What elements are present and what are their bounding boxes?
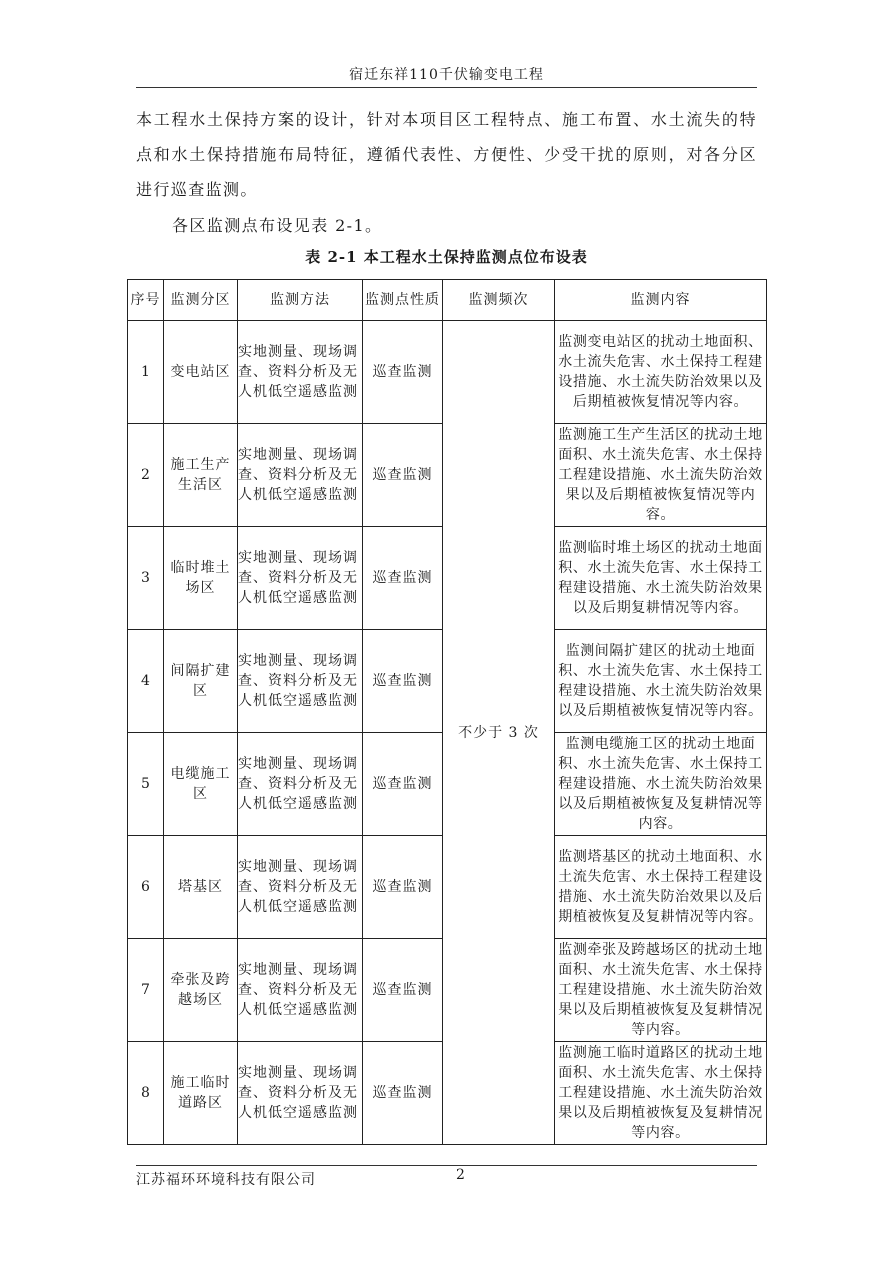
cell-content: 监测塔基区的扰动土地面积、水土流失危害、水土保持工程建设措施、水土流失防治效果以及后期植被恢复及复耕情况等内容。 (555, 836, 767, 939)
cell-seq: 4 (128, 630, 164, 733)
cell-method (238, 939, 363, 1042)
cell-nature: 巡查监测 (363, 321, 443, 424)
header-method: 监测方法 (238, 280, 363, 321)
cell-nature: 巡查监测 (363, 1042, 443, 1145)
header-zone: 监测分区 (164, 280, 238, 321)
cell-seq: 3 (128, 527, 164, 630)
cell-method (238, 527, 363, 630)
cell-method-text: 实地测量、现场调查、资料分析及无人机低空遥感监测 (238, 344, 358, 400)
cell-method-text: 实地测量、现场调查、资料分析及无人机低空遥感监测 (238, 859, 358, 915)
cell-nature: 巡查监测 (363, 939, 443, 1042)
cell-seq: 5 (128, 733, 164, 836)
cell-method (238, 321, 363, 424)
cell-content: 监测牵张及跨越场区的扰动土地面积、水土流失危害、水土保持工程建设措施、水土流失防治效果以及后期植被恢复及复耕情况等内容。 (555, 939, 767, 1042)
cell-nature: 巡查监测 (363, 836, 443, 939)
table-row (128, 321, 767, 424)
cell-frequency-merged: 不少于 3 次 (443, 321, 555, 1145)
cell-method (238, 630, 363, 733)
footer-divider (136, 1165, 757, 1166)
cell-nature: 巡查监测 (363, 733, 443, 836)
cell-zone: 牵张及跨越场区 (164, 939, 238, 1042)
cell-content: 监测间隔扩建区的扰动土地面积、水土流失危害、水土保持工程建设措施、水土流失防治效果以及后期植被恢复情况等内容。 (555, 630, 767, 733)
footer-page-number: 2 (456, 1167, 465, 1183)
cell-content: 监测施工生产生活区的扰动土地面积、水土流失危害、水土保持工程建设措施、水土流失防治效果以及后期植被恢复情况等内容。 (555, 424, 767, 527)
cell-content: 监测电缆施工区的扰动土地面积、水土流失危害、水土保持工程建设措施、水土流失防治效果以及后期植被恢复及复耕情况等内容。 (555, 733, 767, 836)
cell-method-text: 实地测量、现场调查、资料分析及无人机低空遥感监测 (238, 653, 358, 709)
footer-company-name: 江苏福环环境科技有限公司 (136, 1172, 316, 1188)
cell-seq: 7 (128, 939, 164, 1042)
cell-method-text: 实地测量、现场调查、资料分析及无人机低空遥感监测 (238, 962, 358, 1018)
body-paragraph-2: 各区监测点布设见表 2-1。 (172, 216, 383, 235)
cell-method-text: 实地测量、现场调查、资料分析及无人机低空遥感监测 (238, 550, 358, 606)
header-frequency: 监测频次 (443, 280, 555, 321)
cell-zone: 间隔扩建区 (164, 630, 238, 733)
cell-nature: 巡查监测 (363, 424, 443, 527)
table-header-row (128, 280, 767, 321)
cell-seq: 2 (128, 424, 164, 527)
table-caption: 表 2-1 本工程水土保持监测点位布设表 (305, 248, 588, 266)
cell-method (238, 733, 363, 836)
cell-zone: 变电站区 (164, 321, 238, 424)
header-nature: 监测点性质 (363, 280, 443, 321)
cell-method (238, 836, 363, 939)
cell-method-text: 实地测量、现场调查、资料分析及无人机低空遥感监测 (238, 756, 358, 812)
cell-nature: 巡查监测 (363, 527, 443, 630)
cell-method-text: 实地测量、现场调查、资料分析及无人机低空遥感监测 (238, 1065, 358, 1121)
cell-zone: 施工临时道路区 (164, 1042, 238, 1145)
cell-zone: 施工生产生活区 (164, 424, 238, 527)
cell-seq: 1 (128, 321, 164, 424)
header-divider (136, 87, 757, 88)
cell-method (238, 1042, 363, 1145)
cell-content: 监测临时堆土场区的扰动土地面积、水土流失危害、水土保持工程建设措施、水土流失防治效果以及后期复耕情况等内容。 (555, 527, 767, 630)
cell-zone: 塔基区 (164, 836, 238, 939)
cell-method (238, 424, 363, 527)
cell-seq: 8 (128, 1042, 164, 1145)
cell-zone: 临时堆土场区 (164, 527, 238, 630)
header-content: 监测内容 (555, 280, 767, 321)
body-paragraph-1: 本工程水土保持方案的设计，针对本项目区工程特点、施工布置、水土流失的特点和水土保持措施布局特征，遵循代表性、方便性、少受干扰的原则，对各分区进行巡查监测。 (136, 110, 757, 199)
cell-content: 监测变电站区的扰动土地面积、水土流失危害、水土保持工程建设措施、水土流失防治效果以及后期植被恢复情况等内容。 (555, 321, 767, 424)
page-header-title: 宿迁东祥110千伏输变电工程 (349, 67, 544, 83)
cell-method-text: 实地测量、现场调查、资料分析及无人机低空遥感监测 (238, 447, 358, 503)
monitoring-points-table (127, 279, 767, 1145)
header-seq: 序号 (128, 280, 164, 321)
cell-content: 监测施工临时道路区的扰动土地面积、水土流失危害、水土保持工程建设措施、水土流失防治效果以及后期植被恢复及复耕情况等内容。 (555, 1042, 767, 1145)
cell-zone: 电缆施工区 (164, 733, 238, 836)
cell-nature: 巡查监测 (363, 630, 443, 733)
cell-seq: 6 (128, 836, 164, 939)
